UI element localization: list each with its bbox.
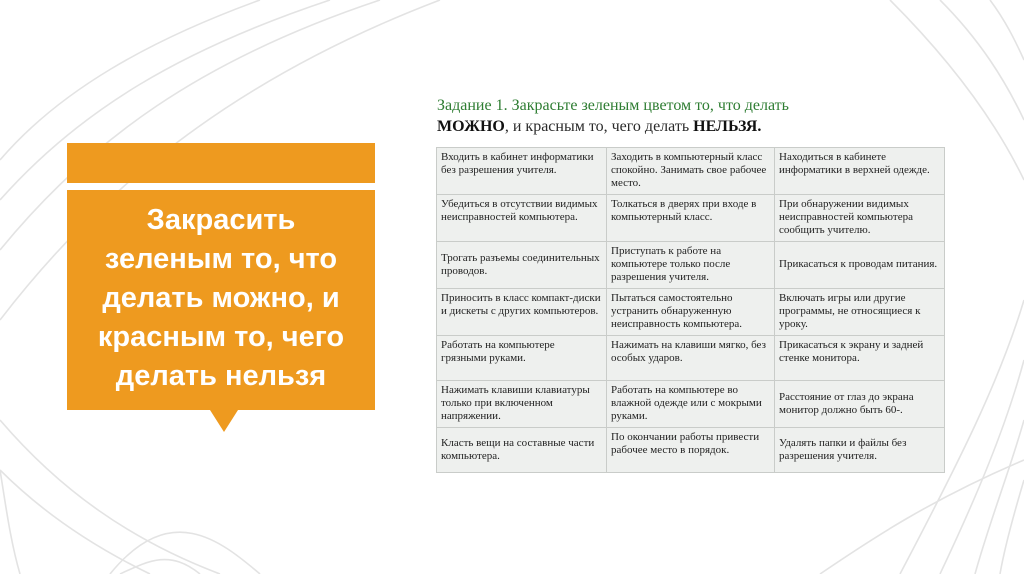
table-row (437, 195, 945, 242)
table-cell[interactable]: Расстояние от глаз до экрана монитор должно быть 60-. (775, 381, 945, 428)
task-instruction (437, 95, 877, 137)
task-end: . (757, 118, 762, 135)
table-cell[interactable]: Приступать к работе на компьютере только после разрешения учителя. (607, 242, 775, 289)
title-line: делать можно, и (102, 282, 340, 314)
table-cell[interactable]: Входить в кабинет информатики без разрешения учителя. (437, 148, 607, 195)
table-cell[interactable]: Удалять папки и файлы без разрешения учителя. (775, 428, 945, 473)
title-line: Закрасить (146, 204, 296, 236)
table-cell[interactable]: Работать на компьютере во влажной одежде или с мокрыми руками. (607, 381, 775, 428)
table-cell[interactable]: Нажимать на клавиши мягко, без особых ударов. (607, 336, 775, 381)
title-line: делать нельзя (115, 360, 327, 392)
table-row (437, 289, 945, 336)
table-cell[interactable]: При обнаружении видимых неисправностей компьютера сообщить учителю. (775, 195, 945, 242)
table-cell[interactable]: Работать на компьютере грязными руками. (437, 336, 607, 381)
table-row (437, 428, 945, 473)
table-cell[interactable]: Заходить в компьютерный класс спокойно. Занимать свое рабочее место. (607, 148, 775, 195)
table-cell[interactable]: Прикасаться к проводам питания. (775, 242, 945, 289)
table-cell[interactable]: Убедиться в отсутствии видимых неисправностей компьютера. (437, 195, 607, 242)
table-cell[interactable]: Класть вещи на составные части компьютера. (437, 428, 607, 473)
task-prefix: Задание 1. (437, 97, 512, 114)
table-cell[interactable]: Приносить в класс компакт-диски и дискеты с других компьютеров. (437, 289, 607, 336)
table-cell[interactable]: Включать игры или другие программы, не относящиеся к уроку. (775, 289, 945, 336)
slide-title (67, 201, 375, 396)
table-cell[interactable]: Находиться в кабинете информатики в верхней одежде. (775, 148, 945, 195)
table-cell[interactable]: Толкаться в дверях при входе в компьютерный класс. (607, 195, 775, 242)
table-cell[interactable]: Пытаться самостоятельно устранить обнаруженную неисправность компьютера. (607, 289, 775, 336)
rules-table (436, 147, 945, 473)
title-line: зеленым то, что (104, 243, 338, 275)
task-text-part2: , и красным то, чего делать (504, 118, 694, 135)
table-cell[interactable]: Трогать разъемы соединительных проводов. (437, 242, 607, 289)
table-row (437, 381, 945, 428)
table-cell[interactable]: По окончании работы привести рабочее место в порядок. (607, 428, 775, 473)
table-row (437, 242, 945, 289)
title-line: красным то, чего (97, 321, 345, 353)
task-bold-can: МОЖНО (437, 118, 505, 135)
table-cell[interactable]: Прикасаться к экрану и задней стенке монитора. (775, 336, 945, 381)
callout-pointer (210, 410, 238, 432)
task-text-part1: Закрасьте зеленым цветом то, что делать (511, 97, 789, 114)
task-bold-cannot: НЕЛЬЗЯ (693, 118, 758, 135)
table-row (437, 336, 945, 381)
table-cell[interactable]: Нажимать клавиши клавиатуры только при включенном напряжении. (437, 381, 607, 428)
table-row (437, 148, 945, 195)
orange-accent-strip (67, 143, 375, 183)
